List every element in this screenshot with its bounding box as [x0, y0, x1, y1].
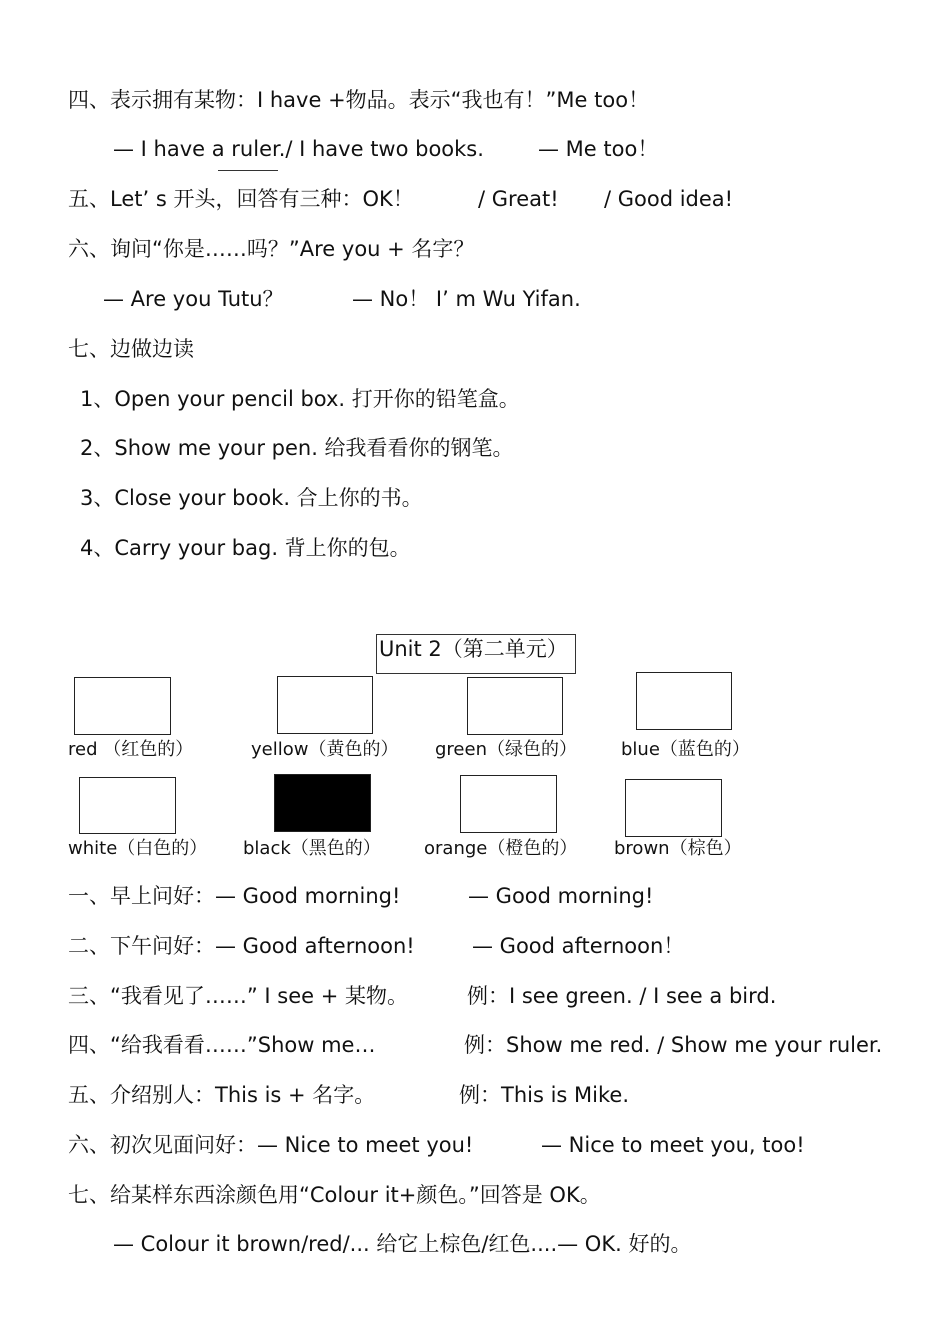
color-swatch-blue	[636, 672, 732, 730]
color-label-orange: orange（橙色的）	[424, 838, 578, 859]
color-label-yellow: yellow（黄色的）	[251, 739, 399, 760]
unit2-item5-example: 例：This is Mike.	[459, 1083, 629, 1107]
color-label-brown: brown（棕色）	[614, 838, 742, 859]
color-swatch-yellow	[277, 676, 373, 734]
color-swatch-red	[74, 677, 171, 735]
action-line: 2、Show me your pen. 给我看看你的钢笔。	[80, 436, 514, 460]
color-label-black: black（黑色的）	[243, 838, 381, 859]
unit2-item2-greeting: 二、下午问好：— Good afternoon!	[68, 934, 415, 958]
unit2-item4-example: 例：Show me red. / Show me your ruler.	[464, 1033, 883, 1057]
unit1-item7-heading: 七、边做边读	[68, 337, 194, 361]
color-label-white: white（白色的）	[68, 838, 208, 859]
unit1-item6-heading: 六、询问“你是……吗？”Are you + 名字？	[68, 237, 475, 261]
unit2-item6-greeting: 六、初次见面问好：— Nice to meet you!	[68, 1133, 474, 1157]
unit1-item6-example-answer: — No！ I’ m Wu Yifan.	[352, 287, 581, 311]
unit2-item3-pattern: 三、“我看见了……” I see + 某物。	[68, 984, 409, 1008]
color-swatch-white	[79, 777, 176, 834]
unit1-item5-answer-good-idea: / Good idea!	[604, 187, 734, 211]
unit2-item3-example: 例：I see green. / I see a bird.	[467, 984, 777, 1008]
unit2-item6-reply: — Nice to meet you, too!	[541, 1133, 805, 1157]
unit2-item5-pattern: 五、介绍别人：This is + 名字。	[68, 1083, 376, 1107]
unit1-item5-heading: 五、Let’ s 开头，回答有三种：OK！	[68, 187, 414, 211]
unit2-item7-heading: 七、给某样东西涂颜色用“Colour it+颜色。”回答是 OK。	[68, 1183, 601, 1207]
color-swatch-green	[467, 677, 563, 735]
action-line: 3、Close your book. 合上你的书。	[80, 486, 423, 510]
color-label-green: green（绿色的）	[435, 739, 577, 760]
unit2-item4-pattern: 四、“给我看看……”Show me…	[68, 1033, 376, 1057]
color-swatch-orange	[460, 775, 557, 833]
unit2-title: Unit 2（第二单元）	[376, 634, 576, 674]
unit2-item2-reply: — Good afternoon！	[472, 934, 685, 958]
action-line: 1、Open your pencil box. 打开你的铅笔盒。	[80, 387, 520, 411]
unit2-item7-example: — Colour it brown/red/... 给它上棕色/红色....— OK. 好的。	[113, 1232, 692, 1256]
color-label-red: red （红色的）	[68, 739, 194, 760]
unit2-item1-greeting: 一、早上问好：— Good morning!	[68, 884, 401, 908]
underline-mark	[218, 170, 278, 171]
action-line: 4、Carry your bag. 背上你的包。	[80, 536, 411, 560]
color-label-blue: blue（蓝色的）	[621, 739, 750, 760]
unit1-item4-example-answer: — Me too！	[538, 137, 659, 161]
unit1-item4-heading: 四、表示拥有某物：I have +物品。表示“我也有！”Me too！	[68, 88, 650, 112]
unit1-item4-example-question: — I have a ruler./ I have two books.	[113, 137, 484, 161]
color-swatch-brown	[625, 779, 722, 837]
unit1-item6-example-question: — Are you Tutu？	[103, 287, 284, 311]
unit2-item1-reply: — Good morning!	[468, 884, 654, 908]
unit1-item5-answer-great: / Great!	[478, 187, 559, 211]
color-swatch-black	[274, 774, 371, 832]
